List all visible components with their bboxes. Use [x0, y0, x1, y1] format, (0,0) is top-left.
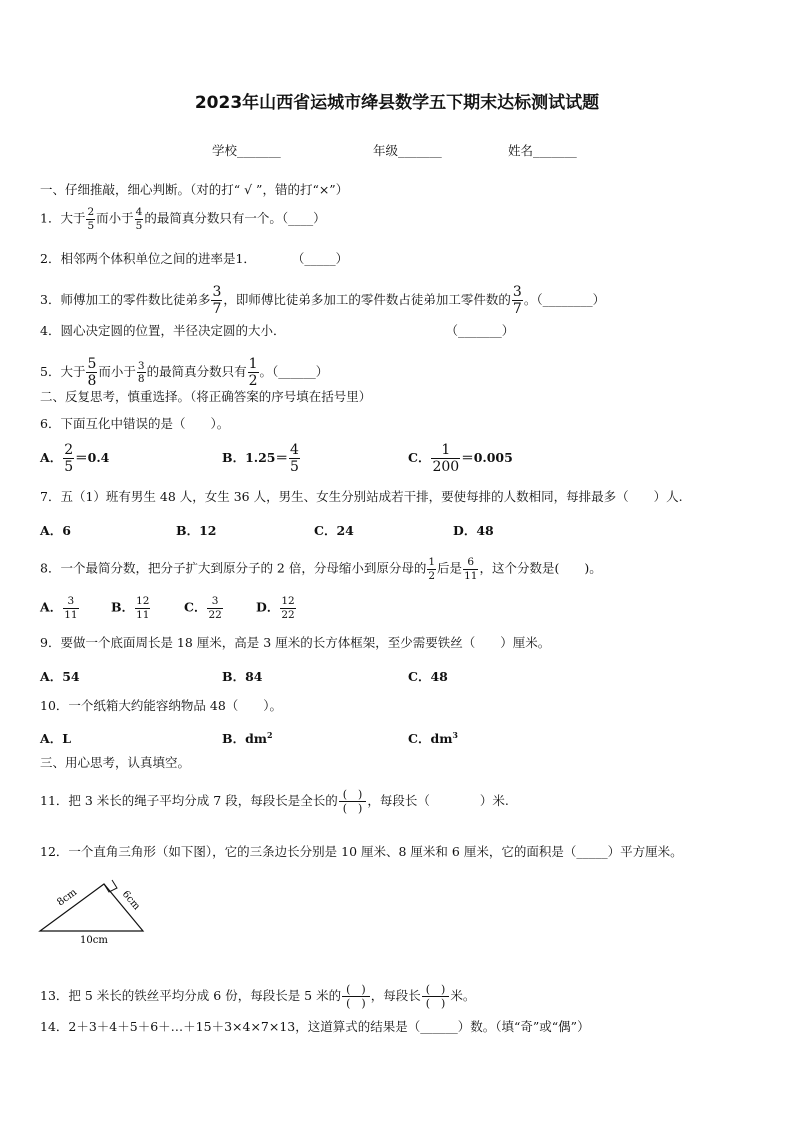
fraction: $\frac{6}{11}$: [464, 556, 478, 582]
question-11: 11．把 3 米长的绳子平均分成 7 段，每段长是全长的 ( ) ( ) ，每段长（ ）米.: [40, 788, 509, 815]
fraction: $\frac{2}{5}$: [87, 206, 95, 232]
grade-field: 年级_______: [373, 143, 442, 158]
name-field: 姓名_______: [508, 143, 577, 158]
fraction: $\frac{12}{11}$: [136, 595, 150, 621]
fraction: $\frac{4}{5}$: [290, 442, 299, 475]
option-d: D． $\frac{12}{22}$: [256, 595, 295, 621]
question-10: 10．一个纸箱大约能容纳物品 48（ ）。: [40, 698, 283, 713]
option-b: B．$dm^2$: [222, 729, 273, 746]
section-2-heading: 二、反复思考，慎重选择。（将正确答案的序号填在括号里）: [40, 389, 372, 404]
option-c: C．48: [408, 669, 448, 684]
fraction-blank: ( ) ( ): [339, 789, 367, 814]
option-a: A．L: [40, 731, 71, 746]
fraction: $\frac{2}{5}$: [64, 442, 74, 475]
section-1-heading: 一、仔细推敲，细心判断。（对的打“ √ ”，错的打“×”）: [40, 182, 349, 197]
fraction: $\frac{3}{22}$: [208, 595, 222, 621]
fraction: $\frac{3}{7}$: [212, 284, 222, 317]
answer-blank: （_____）: [291, 251, 349, 266]
section-3-heading: 三、用心思考，认真填空。: [40, 755, 191, 770]
question-8: 8．一个最简分数，把分子扩大到原分子的 2 倍，分母缩小到原分母的 $\frac{1}{2}$ 后是 $\frac{6}{11}$ ，这个分数是( )。: [40, 556, 602, 582]
option-b: B． $\frac{12}{11}$: [111, 595, 150, 621]
page-title: 2023年山西省运城市绛县数学五下期末达标测试试题: [194, 93, 600, 113]
option-a: A． $\frac{3}{11}$: [40, 595, 78, 621]
option-b: B．1.25＝ $\frac{4}{5}$: [222, 442, 299, 475]
question-6: 6．下面互化中错误的是（ ）。: [40, 416, 230, 431]
fraction: $\frac{1}{200}$: [432, 442, 460, 475]
question-7: 7．五（1）班有男生 48 人，女生 36 人，男生、女生分别站成若干排，要使每排的人数相同，每排最多（ ）人.: [40, 489, 683, 504]
fraction: $\frac{5}{8}$: [87, 356, 97, 389]
question-2: 2．相邻两个体积单位之间的进率是1． （_____）: [40, 251, 349, 266]
right-triangle-diagram: [36, 878, 156, 948]
question-3: 3．师傅加工的零件数比徒弟多 $\frac{3}{7}$ ，即师傅比徒弟多加工的零件数占徒弟加工零件数的 $\frac{3}{7}$ 。（________）: [40, 284, 606, 317]
question-14: 14．2＋3＋4＋5＋6＋…＋15＋3×4×7×13，这道算式的结果是（______）数。（填“奇”或“偶”）: [40, 1019, 590, 1034]
label-10cm: 10cm: [80, 935, 108, 946]
question-12: 12．一个直角三角形（如下图），它的三条边长分别是 10 厘米、8 厘米和 6 厘米，它的面积是（_____）平方厘米。: [40, 844, 683, 859]
fraction: $\frac{12}{22}$: [281, 595, 295, 621]
question-13: 13．把 5 米长的铁丝平均分成 6 份，每段长是 5 米的 ( ) ( ) ，每段长 ( ) ( ) 米。: [40, 983, 476, 1010]
option-b: B．84: [222, 669, 263, 684]
question-1: 1．大于 $\frac{2}{5}$ 而小于 $\frac{4}{5}$ 的最简真分数只有一个。（____）: [40, 206, 326, 232]
school-field: 学校_______: [212, 143, 281, 158]
fraction: $\frac{3}{8}$: [137, 359, 145, 385]
fraction: $\frac{3}{7}$: [512, 284, 522, 317]
label-8cm: 8cm: [55, 886, 80, 909]
fraction: $\frac{1}{2}$: [428, 556, 436, 582]
fraction-blank: ( ) ( ): [422, 984, 450, 1009]
option-c: C．24: [314, 523, 354, 538]
option-c: C．$dm^3$: [408, 729, 458, 746]
option-a: A． $\frac{2}{5}$ ＝0.4: [40, 442, 110, 475]
option-c: C． $\frac{3}{22}$: [184, 595, 222, 621]
fraction: $\frac{4}{5}$: [135, 206, 143, 232]
fraction: $\frac{3}{11}$: [64, 595, 78, 621]
option-a: A．54: [40, 669, 80, 684]
option-b: B．12: [176, 523, 217, 538]
answer-blank: （_______）: [445, 323, 515, 338]
question-9: 9．要做一个底面周长是 18 厘米，高是 3 厘米的长方体框架，至少需要铁丝（ ）厘米。: [40, 635, 551, 650]
label-6cm: 6cm: [119, 888, 142, 913]
question-5: 5．大于 $\frac{5}{8}$ 而小于 $\frac{3}{8}$ 的最简真分数只有 $\frac{1}{2}$ 。（______）: [40, 356, 329, 389]
question-4: 4．圆心决定圆的位置，半径决定圆的大小． （_______）: [40, 323, 515, 338]
option-c: C． $\frac{1}{200}$ ＝0.005: [408, 442, 513, 475]
fraction: $\frac{1}{2}$: [248, 356, 258, 389]
fraction-blank: ( ) ( ): [342, 984, 370, 1009]
option-d: D．48: [453, 523, 494, 538]
option-a: A．6: [40, 523, 71, 538]
